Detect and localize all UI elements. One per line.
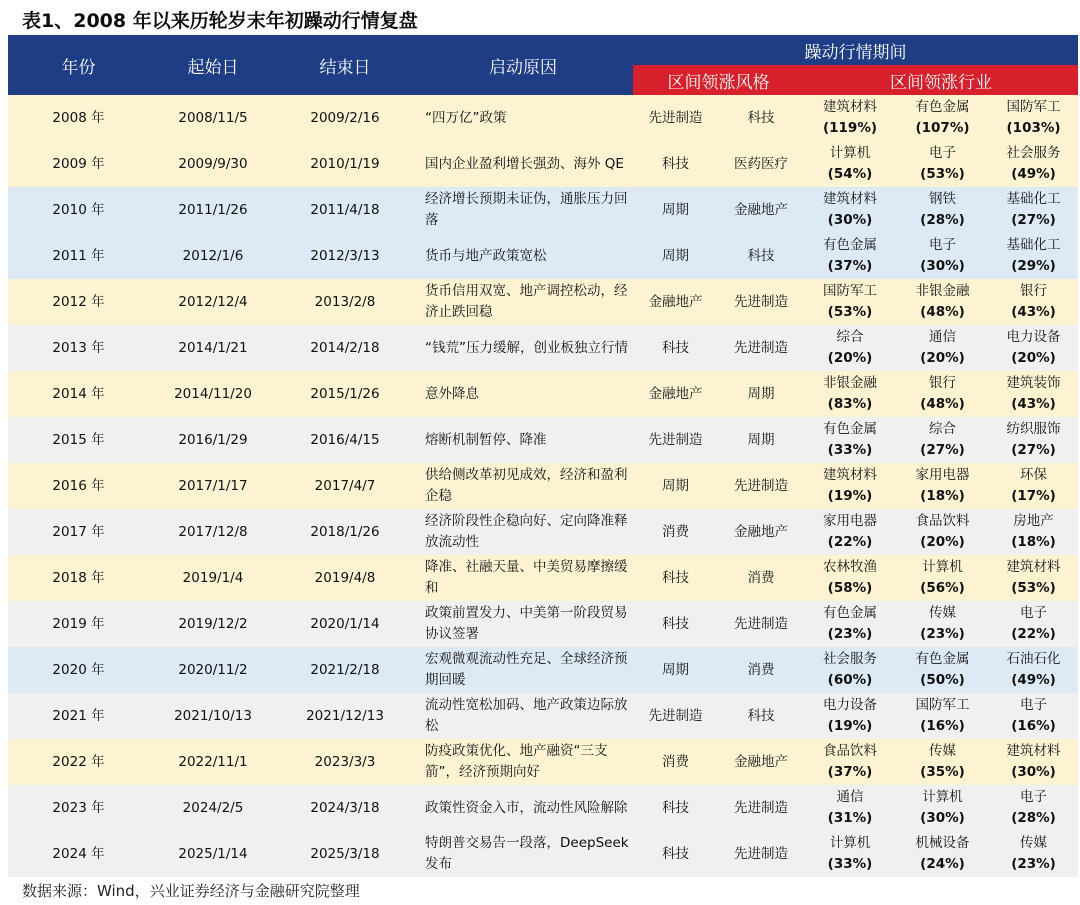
industry-cell	[804, 601, 896, 647]
end-date-cell: 2015/1/26	[277, 371, 413, 417]
style-cell: 科技	[718, 693, 804, 739]
end-date-cell: 2020/1/14	[277, 601, 413, 647]
end-date-cell: 2025/3/18	[277, 831, 413, 877]
industry-name: 建筑材料	[823, 191, 877, 207]
table-row	[8, 831, 1078, 877]
industry-gain: (49%)	[1011, 672, 1056, 688]
header-start: 起始日	[149, 35, 277, 95]
industry-cell	[989, 555, 1078, 601]
end-date-cell: 2010/1/19	[277, 141, 413, 187]
table-row	[8, 95, 1078, 141]
industry-gain: (28%)	[1011, 810, 1056, 826]
industry-name: 国防军工	[1006, 99, 1061, 115]
end-date-cell: 2011/4/18	[277, 187, 413, 233]
industry-cell	[989, 95, 1078, 141]
industry-cell	[804, 831, 896, 877]
start-date-cell: 2012/12/4	[149, 279, 277, 325]
industry-name: 传媒	[929, 743, 956, 759]
industry-gain: (30%)	[1011, 764, 1056, 780]
industry-gain: (30%)	[827, 212, 873, 228]
industry-name: 电子	[929, 237, 956, 253]
industry-gain: (48%)	[920, 396, 965, 412]
year-cell: 2010 年	[8, 187, 149, 233]
style-cell: 先进制造	[633, 417, 718, 463]
header-reason: 启动原因	[413, 35, 633, 95]
end-date-cell: 2018/1/26	[277, 509, 413, 555]
style-cell: 周期	[718, 371, 804, 417]
industry-gain: (107%)	[915, 120, 970, 136]
style-cell: 医药医疗	[718, 141, 804, 187]
industry-name: 计算机	[922, 559, 963, 575]
industry-cell	[989, 141, 1078, 187]
industry-gain: (37%)	[827, 764, 873, 780]
industry-gain: (20%)	[920, 534, 965, 550]
reason-cell: 降准、社融天量、中美贸易摩擦缓和	[413, 555, 633, 601]
start-date-cell: 2025/1/14	[149, 831, 277, 877]
table-row	[8, 739, 1078, 785]
industry-cell	[896, 279, 989, 325]
industry-cell	[804, 785, 896, 831]
industry-gain: (83%)	[827, 396, 873, 412]
industry-name: 建筑材料	[1006, 559, 1061, 575]
table-row	[8, 693, 1078, 739]
year-cell: 2008 年	[8, 95, 149, 141]
style-cell: 周期	[633, 463, 718, 509]
industry-gain: (18%)	[1011, 534, 1056, 550]
year-cell: 2021 年	[8, 693, 149, 739]
industry-name: 电力设备	[823, 697, 877, 713]
industry-cell	[896, 417, 989, 463]
reason-cell: 经济阶段性企稳向好、定向降准释放流动性	[413, 509, 633, 555]
industry-cell	[989, 785, 1078, 831]
industry-gain: (29%)	[1011, 258, 1056, 274]
industry-name: 非银金融	[915, 283, 970, 299]
industry-name: 建筑装饰	[1006, 375, 1061, 391]
year-cell: 2013 年	[8, 325, 149, 371]
industry-cell	[989, 233, 1078, 279]
style-cell: 先进制造	[718, 463, 804, 509]
industry-cell	[804, 371, 896, 417]
style-cell: 金融地产	[718, 509, 804, 555]
industry-gain: (31%)	[827, 810, 873, 826]
industry-name: 基础化工	[1006, 237, 1061, 253]
style-cell: 消费	[718, 555, 804, 601]
industry-gain: (53%)	[1011, 580, 1056, 596]
table-row	[8, 509, 1078, 555]
industry-cell	[804, 647, 896, 693]
industry-cell	[989, 417, 1078, 463]
header-industry: 区间领涨行业	[804, 65, 1078, 95]
industry-cell	[896, 785, 989, 831]
market-rally-table	[8, 35, 1078, 877]
end-date-cell: 2012/3/13	[277, 233, 413, 279]
industry-cell	[989, 325, 1078, 371]
start-date-cell: 2014/11/20	[149, 371, 277, 417]
industry-name: 有色金属	[823, 605, 877, 621]
end-date-cell: 2014/2/18	[277, 325, 413, 371]
industry-cell	[896, 233, 989, 279]
header-end: 结束日	[277, 35, 413, 95]
start-date-cell: 2019/1/4	[149, 555, 277, 601]
reason-cell: 经济增长预期未证伪，通胀压力回落	[413, 187, 633, 233]
industry-cell	[804, 279, 896, 325]
industry-cell	[804, 233, 896, 279]
year-cell: 2023 年	[8, 785, 149, 831]
style-cell: 先进制造	[633, 95, 718, 141]
year-cell: 2020 年	[8, 647, 149, 693]
industry-gain: (19%)	[827, 718, 873, 734]
industry-cell	[896, 555, 989, 601]
industry-name: 基础化工	[1006, 191, 1061, 207]
style-cell: 科技	[633, 601, 718, 647]
start-date-cell: 2021/10/13	[149, 693, 277, 739]
end-date-cell: 2009/2/16	[277, 95, 413, 141]
end-date-cell: 2023/3/3	[277, 739, 413, 785]
table-row	[8, 187, 1078, 233]
style-cell: 科技	[633, 325, 718, 371]
year-cell: 2014 年	[8, 371, 149, 417]
industry-cell	[804, 739, 896, 785]
table-row	[8, 785, 1078, 831]
reason-cell: 流动性宽松加码、地产政策边际放松	[413, 693, 633, 739]
industry-name: 建筑材料	[1006, 743, 1061, 759]
industry-name: 石油石化	[1006, 651, 1061, 667]
industry-name: 国防军工	[915, 697, 970, 713]
reason-cell: “钱荒”压力缓解，创业板独立行情	[413, 325, 633, 371]
industry-name: 电子	[929, 145, 956, 161]
industry-name: 环保	[1020, 467, 1048, 483]
reason-cell: 供给侧改革初见成效，经济和盈利企稳	[413, 463, 633, 509]
industry-gain: (18%)	[920, 488, 965, 504]
industry-gain: (49%)	[1011, 166, 1056, 182]
header-year: 年份	[8, 35, 149, 95]
industry-cell	[804, 417, 896, 463]
industry-gain: (23%)	[1011, 856, 1056, 872]
industry-cell	[896, 509, 989, 555]
industry-name: 社会服务	[823, 651, 877, 667]
end-date-cell: 2021/2/18	[277, 647, 413, 693]
industry-gain: (60%)	[827, 672, 873, 688]
industry-gain: (19%)	[827, 488, 873, 504]
industry-cell	[896, 463, 989, 509]
table-row	[8, 555, 1078, 601]
reason-cell: 政策性资金入市，流动性风险解除	[413, 785, 633, 831]
industry-name: 食品饮料	[823, 743, 877, 759]
industry-cell	[896, 693, 989, 739]
style-cell: 消费	[718, 647, 804, 693]
industry-gain: (20%)	[1011, 350, 1056, 366]
year-cell: 2022 年	[8, 739, 149, 785]
industry-cell	[896, 601, 989, 647]
header-period: 躁动行情期间	[633, 35, 1078, 65]
industry-name: 有色金属	[823, 237, 877, 253]
header-style: 区间领涨风格	[633, 65, 804, 95]
industry-name: 社会服务	[1006, 145, 1061, 161]
table-row	[8, 463, 1078, 509]
industry-name: 房地产	[1013, 513, 1054, 529]
end-date-cell: 2016/4/15	[277, 417, 413, 463]
style-cell: 金融地产	[633, 371, 718, 417]
industry-name: 电子	[1020, 605, 1048, 621]
table-row	[8, 371, 1078, 417]
start-date-cell: 2016/1/29	[149, 417, 277, 463]
style-cell: 先进制造	[718, 831, 804, 877]
industry-name: 银行	[1020, 283, 1048, 299]
start-date-cell: 2012/1/6	[149, 233, 277, 279]
year-cell: 2011 年	[8, 233, 149, 279]
reason-cell: 货币与地产政策宽松	[413, 233, 633, 279]
industry-name: 建筑材料	[823, 467, 877, 483]
reason-cell: 政策前置发力、中美第一阶段贸易协议签署	[413, 601, 633, 647]
industry-gain: (33%)	[827, 442, 873, 458]
style-cell: 周期	[633, 647, 718, 693]
industry-name: 有色金属	[823, 421, 877, 437]
style-cell: 周期	[718, 417, 804, 463]
industry-gain: (48%)	[920, 304, 965, 320]
end-date-cell: 2021/12/13	[277, 693, 413, 739]
table-title: 表1、2008 年以来历轮岁末年初躁动行情复盘	[22, 10, 418, 32]
industry-name: 通信	[836, 789, 864, 805]
industry-name: 建筑材料	[823, 99, 877, 115]
start-date-cell: 2008/11/5	[149, 95, 277, 141]
industry-gain: (43%)	[1011, 396, 1056, 412]
end-date-cell: 2013/2/8	[277, 279, 413, 325]
industry-cell	[804, 555, 896, 601]
industry-name: 食品饮料	[915, 513, 970, 529]
industry-cell	[804, 141, 896, 187]
industry-gain: (28%)	[920, 212, 965, 228]
style-cell: 周期	[633, 233, 718, 279]
industry-gain: (30%)	[920, 810, 965, 826]
year-cell: 2018 年	[8, 555, 149, 601]
style-cell: 科技	[633, 831, 718, 877]
industry-gain: (54%)	[827, 166, 873, 182]
industry-cell	[989, 463, 1078, 509]
table-row	[8, 141, 1078, 187]
industry-cell	[989, 279, 1078, 325]
industry-gain: (35%)	[920, 764, 965, 780]
industry-name: 家用电器	[915, 467, 970, 483]
industry-name: 通信	[929, 329, 956, 345]
reason-cell: 货币信用双宽、地产调控松动，经济止跌回稳	[413, 279, 633, 325]
industry-gain: (23%)	[827, 626, 873, 642]
industry-gain: (33%)	[827, 856, 873, 872]
industry-name: 计算机	[922, 789, 963, 805]
industry-cell	[896, 187, 989, 233]
industry-cell	[989, 693, 1078, 739]
year-cell: 2019 年	[8, 601, 149, 647]
industry-cell	[804, 693, 896, 739]
industry-name: 农林牧渔	[823, 559, 877, 575]
start-date-cell: 2017/1/17	[149, 463, 277, 509]
start-date-cell: 2009/9/30	[149, 141, 277, 187]
industry-cell	[989, 647, 1078, 693]
industry-cell	[896, 95, 989, 141]
style-cell: 金融地产	[718, 739, 804, 785]
style-cell: 消费	[633, 739, 718, 785]
style-cell: 科技	[718, 95, 804, 141]
reason-cell: 防疫政策优化、地产融资“三支箭”，经济预期向好	[413, 739, 633, 785]
industry-cell	[989, 187, 1078, 233]
industry-gain: (22%)	[827, 534, 873, 550]
industry-cell	[804, 463, 896, 509]
reason-cell: 意外降息	[413, 371, 633, 417]
year-cell: 2016 年	[8, 463, 149, 509]
industry-gain: (50%)	[920, 672, 965, 688]
reason-cell: 特朗普交易告一段落，DeepSeek 发布	[413, 831, 633, 877]
industry-cell	[804, 325, 896, 371]
industry-gain: (119%)	[822, 120, 878, 136]
industry-name: 钢铁	[929, 191, 956, 207]
industry-cell	[989, 739, 1078, 785]
industry-gain: (56%)	[920, 580, 965, 596]
industry-cell	[989, 831, 1078, 877]
style-cell: 先进制造	[718, 279, 804, 325]
industry-gain: (53%)	[827, 304, 873, 320]
style-cell: 先进制造	[633, 693, 718, 739]
industry-gain: (20%)	[827, 350, 873, 366]
industry-gain: (58%)	[827, 580, 873, 596]
style-cell: 先进制造	[718, 785, 804, 831]
year-cell: 2015 年	[8, 417, 149, 463]
year-cell: 2017 年	[8, 509, 149, 555]
industry-cell	[989, 601, 1078, 647]
industry-gain: (53%)	[920, 166, 965, 182]
industry-name: 综合	[836, 329, 864, 345]
data-source-note: 数据来源：Wind，兴业证券经济与金融研究院整理	[22, 882, 360, 900]
industry-gain: (43%)	[1011, 304, 1056, 320]
table-row	[8, 325, 1078, 371]
industry-gain: (27%)	[1011, 442, 1056, 458]
table-row	[8, 233, 1078, 279]
industry-name: 机械设备	[915, 835, 970, 851]
style-cell: 金融地产	[718, 187, 804, 233]
reason-cell: 宏观微观流动性充足、全球经济预期回暖	[413, 647, 633, 693]
industry-gain: (23%)	[920, 626, 965, 642]
industry-gain: (27%)	[1011, 212, 1056, 228]
start-date-cell: 2024/2/5	[149, 785, 277, 831]
style-cell: 金融地产	[633, 279, 718, 325]
industry-name: 传媒	[1020, 835, 1048, 851]
end-date-cell: 2017/4/7	[277, 463, 413, 509]
industry-gain: (27%)	[920, 442, 965, 458]
table-row	[8, 647, 1078, 693]
industry-name: 纺织服饰	[1006, 421, 1061, 437]
style-cell: 周期	[633, 187, 718, 233]
style-cell: 先进制造	[718, 601, 804, 647]
reason-cell: 国内企业盈利增长强劲、海外 QE	[413, 141, 633, 187]
style-cell: 消费	[633, 509, 718, 555]
industry-cell	[804, 187, 896, 233]
style-cell: 科技	[633, 785, 718, 831]
industry-cell	[896, 371, 989, 417]
table-row	[8, 417, 1078, 463]
table-row	[8, 601, 1078, 647]
industry-name: 有色金属	[915, 651, 970, 667]
table-row	[8, 279, 1078, 325]
industry-name: 电子	[1020, 789, 1048, 805]
year-cell: 2024 年	[8, 831, 149, 877]
industry-name: 传媒	[929, 605, 956, 621]
industry-gain: (30%)	[920, 258, 965, 274]
industry-gain: (24%)	[920, 856, 965, 872]
style-cell: 科技	[718, 233, 804, 279]
industry-cell	[896, 647, 989, 693]
industry-name: 电子	[1020, 697, 1048, 713]
industry-name: 银行	[929, 375, 956, 391]
end-date-cell: 2019/4/8	[277, 555, 413, 601]
industry-gain: (22%)	[1011, 626, 1056, 642]
reason-cell: “四万亿”政策	[413, 95, 633, 141]
industry-name: 综合	[929, 421, 956, 437]
start-date-cell: 2017/12/8	[149, 509, 277, 555]
industry-cell	[896, 739, 989, 785]
start-date-cell: 2022/11/1	[149, 739, 277, 785]
style-cell: 科技	[633, 141, 718, 187]
start-date-cell: 2019/12/2	[149, 601, 277, 647]
end-date-cell: 2024/3/18	[277, 785, 413, 831]
industry-name: 家用电器	[823, 513, 877, 529]
industry-cell	[989, 509, 1078, 555]
industry-name: 非银金融	[823, 375, 877, 391]
industry-gain: (37%)	[827, 258, 873, 274]
industry-name: 电力设备	[1006, 329, 1061, 345]
start-date-cell: 2020/11/2	[149, 647, 277, 693]
industry-cell	[989, 371, 1078, 417]
industry-gain: (103%)	[1006, 120, 1061, 136]
industry-gain: (20%)	[920, 350, 965, 366]
industry-name: 有色金属	[915, 99, 970, 115]
industry-name: 国防军工	[823, 283, 877, 299]
style-cell: 科技	[633, 555, 718, 601]
year-cell: 2009 年	[8, 141, 149, 187]
industry-gain: (16%)	[1011, 718, 1056, 734]
industry-cell	[896, 325, 989, 371]
industry-cell	[804, 95, 896, 141]
reason-cell: 熔断机制暂停、降准	[413, 417, 633, 463]
industry-name: 计算机	[829, 145, 871, 161]
start-date-cell: 2011/1/26	[149, 187, 277, 233]
start-date-cell: 2014/1/21	[149, 325, 277, 371]
industry-gain: (16%)	[920, 718, 965, 734]
industry-name: 计算机	[829, 835, 871, 851]
year-cell: 2012 年	[8, 279, 149, 325]
industry-cell	[896, 831, 989, 877]
industry-cell	[804, 509, 896, 555]
style-cell: 先进制造	[718, 325, 804, 371]
industry-gain: (17%)	[1011, 488, 1056, 504]
industry-cell	[896, 141, 989, 187]
